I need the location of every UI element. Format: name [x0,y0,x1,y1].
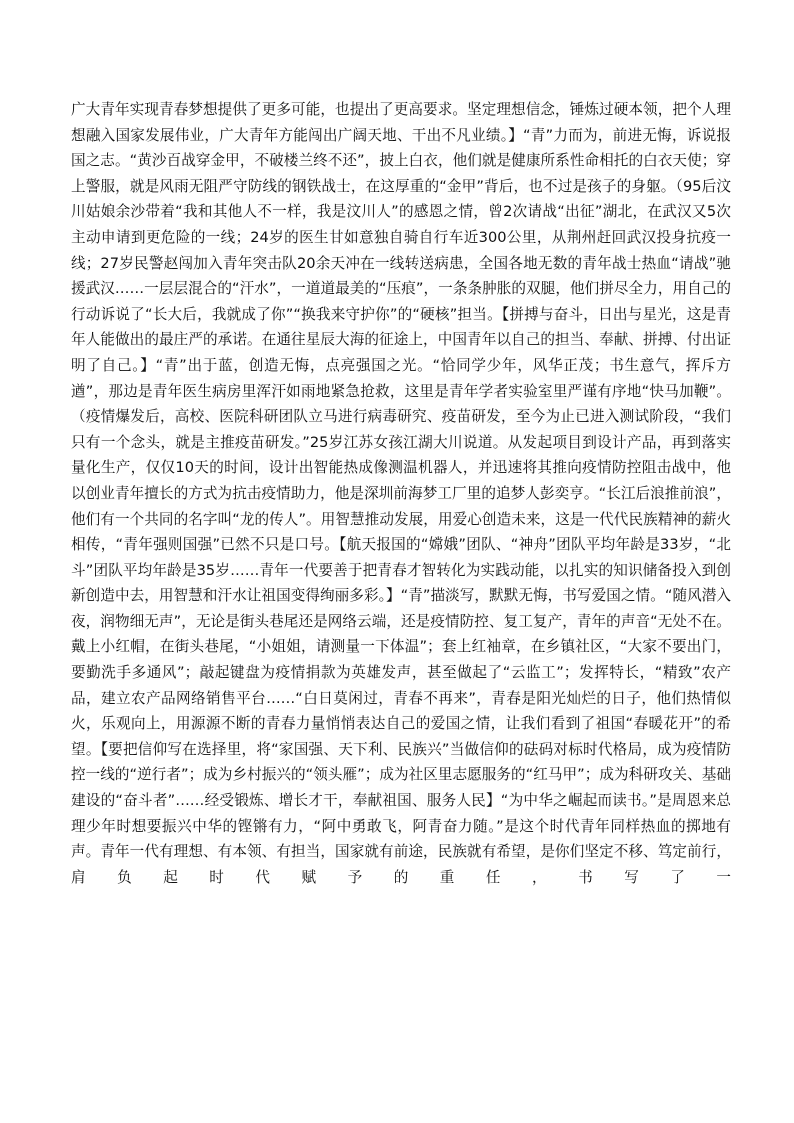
essay-body-paragraph: 广大青年实现青春梦想提供了更多可能，也提出了更高要求。坚定理想信念，锤炼过硬本领，把个人理想融入国家发展伟业，广大青年方能闯出广阔天地、干出不凡业绩。】“青”力而为，前进无悔，诉说报国之志。“黄沙百战穿金甲，不破楼兰终不还”，披上白衣，他们就是健康所系性命相托的白衣天使；穿上警服，就是风雨无阻严守防线的钢铁战士，在这厚重的“金甲”背后，也不过是孩子的身躯。（95后汶川姑娘余沙带着“我和其他人不一样，我是汶川人”的感恩之情，曾2次请战“出征”湖北，在武汉又5次主动申请到更危险的一线；24岁的医生甘如意独自骑自行车近300公里，从荆州赶回武汉投身抗疫一线；27岁民警赵闯加入青年突击队20余天冲在一线转送病患，全国各地无数的青年战士热血“请战”驰援武汉……一层层混合的“汗水”，一道道最美的“压痕”，一条条肿胀的双腿，他们拼尽全力，用自己的行动诉说了“长大后，我就成了你”“换我来守护你”的“硬核”担当。【拼搏与奋斗，日出与星光，这是青年人能做出的最庄严的承诺。在通往星辰大海的征途上，中国青年以自己的担当、奉献、拼搏、付出证明了自己。】“青”出于蓝，创造无悔，点亮强国之光。“恰同学少年，风华正茂；书生意气，挥斥方遒”，那边是青年医生病房里浑汗如雨地紧急抢救，这里是青年学者实验室里严谨有序地“快马加鞭”。（疫情爆发后，高校、医院科研团队立马进行病毒研究、疫苗研发，至今为止已进入测试阶段，“我们只有一个念头，就是主推疫苗研发。”25岁江苏女孩江湖大川说道。从发起项目到设计产品，再到落实量化生产，仅仅10天的时间，设计出智能热成像测温机器人，并迅速将其推向疫情防控阻击战中，他以创业青年擅长的方式为抗击疫情助力，他是深圳前海梦工厂里的追梦人彭奕亨。“长江后浪推前浪”，他们有一个共同的名字叫“龙的传人”。用智慧推动发展，用爱心创造未来，这是一代代民族精神的薪火相传，“青年强则国强”已然不只是口号。【航天报国的“嫦娥”团队、“神舟”团队平均年龄是33岁，“北斗”团队平均年龄是35岁……青年一代要善于把青春才智转化为实践动能，以扎实的知识储备投入到创新创造中去，用智慧和汗水让祖国变得绚丽多彩。】“青”描淡写，默默无悔，书写爱国之情。“随风潜入夜，润物细无声”，无论是街头巷尾还是网络云端，还是疫情防控、复工复产，青年的声音“无处不在。戴上小红帽，在街头巷尾，“小姐姐，请测量一下体温”；套上红袖章，在乡镇社区，“大家不要出门，要勤洗手多通风”；敲起键盘为疫情捐款为英雄发声，甚至做起了“云监工”；发挥特长，“精致”农产品，建立农产品网络销售平台……“白日莫闲过，青春不再来”，青春是阳光灿烂的日子，他们热情似火，乐观向上，用源源不断的青春力量悄悄表达自己的爱国之情，让我们看到了祖国“春暖花开”的希望。【要把信仰写在选择里，将“家国强、天下利、民族兴”当做信仰的砝码对标时代格局，成为疫情防控一线的“逆行者”；成为乡村振兴的“领头雁”；成为社区里志愿服务的“红马甲”；成为科研攻关、基础建设的“奋斗者”……经受锻炼、增长才干，奉献祖国、服务人民】“为中华之崛起而读书。”是周恩来总理少年时想要振兴中华的铿锵有力，“阿中勇敢飞，阿青奋力随。”是这个时代青年同样热血的掷地有声。青年一代有理想、有本领、有担当，国家就有前途，民族就有希望，是你们坚定不移、笃定前行，肩负起时代赋予的重任，书写了一 [71,101,731,886]
